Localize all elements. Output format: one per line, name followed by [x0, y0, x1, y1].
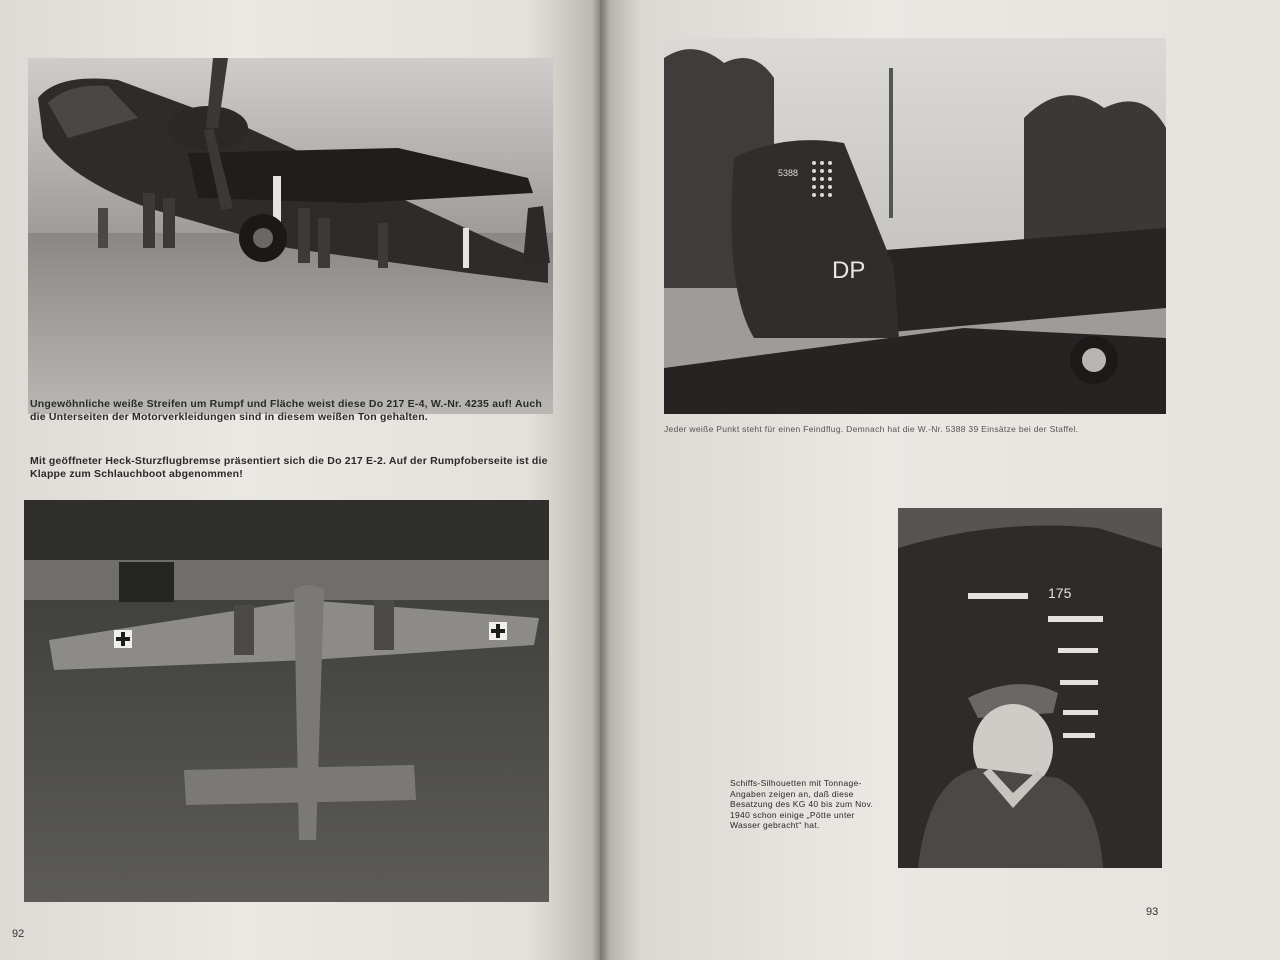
book-gutter	[592, 0, 610, 960]
photo-bomber-overhead	[24, 500, 549, 902]
tail-code-text: DP	[832, 257, 866, 284]
officer-portrait-image	[898, 508, 1162, 868]
caption-bomber-ground: Ungewöhnliche weiße Streifen um Rumpf und Fläche weist diese Do 217 E-4, W.-Nr. 4235 auf! Auch die Unterseiten der Motorverkleidungen sind in diesem weißen Ton gehalten.	[30, 398, 543, 423]
tail-number-175-text: 175	[1048, 585, 1072, 601]
caption-bomber-overhead: Mit geöffneter Heck-Sturzflugbremse präsentiert sich die Do 217 E-2. Auf der Rumpfoberseite ist die Klappe zum Schlauchboot abgenommen!	[30, 455, 548, 480]
page-number-right: 93	[1146, 906, 1159, 918]
right-page	[600, 0, 1280, 960]
photo-tail-dp	[664, 38, 1166, 414]
page-number-left: 92	[12, 928, 25, 940]
photo-bomber-ground	[28, 58, 553, 414]
bomber-overhead-image	[24, 500, 549, 902]
caption-officer-portrait: Schiffs-Silhouetten mit Tonnage-Angaben zeigen an, daß diese Besatzung des KG 40 bis zum Nov. 1940 schon einige „Pötte unter Wasser gebracht“ hat.	[730, 778, 874, 830]
left-page	[0, 0, 600, 960]
photo-officer-portrait	[898, 508, 1162, 868]
tail-number-text: 5388	[778, 168, 799, 178]
caption-tail-dp: Jeder weiße Punkt steht für einen Feindflug. Demnach hat die W.-Nr. 5388 39 Einsätze bei der Staffel.	[664, 424, 1079, 434]
tail-dp-image	[664, 38, 1166, 414]
bomber-ground-image	[28, 58, 553, 414]
